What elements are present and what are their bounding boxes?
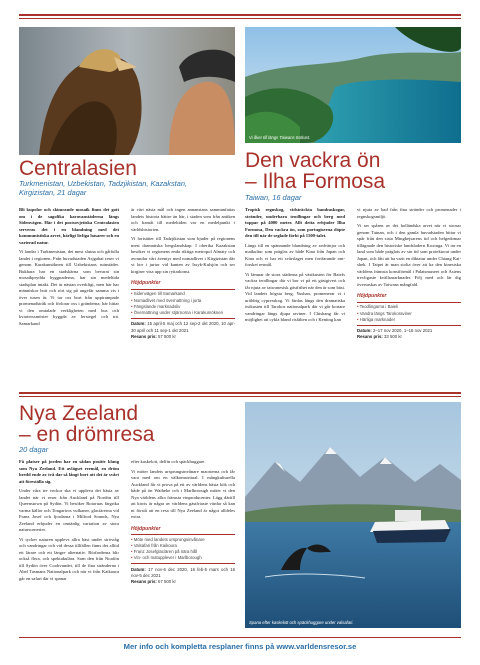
highlight-item: • Franz Josefglaciären på nära håll <box>131 549 235 555</box>
column-taiwan-1 <box>245 207 345 327</box>
trip-dates: Datum: 2–17 nov 2020, 1–16 nov 2021 <box>357 328 433 334</box>
footer-rule <box>19 637 461 638</box>
column-taiwan-2 <box>357 207 461 341</box>
section-title-nya-zeeland <box>19 403 154 446</box>
column-nz-1 <box>19 459 119 585</box>
title-line: Den vackra ön <box>245 149 381 172</box>
highlight-item: • Nomadlivet med övernattning i jurta <box>131 298 235 304</box>
trip-dates: Datum: 17 nov-6 dec 2020, 16 feb-5 mars och 16 nov-5 dec 2021 <box>131 566 235 579</box>
highlight-item: • Valsafari från Kaikoura <box>131 543 235 549</box>
highlights-divider <box>131 534 235 535</box>
body-paragraph: Vi möter landets ursprungsinvånare maorierna och får vara med om en välkomstritual. I mångkulturella Auckland får vi prova på ett av världens bästa kök och både på ön Waiheke och i Marlborough möter vi den Nya världens allra främsta vinproducenter. Lägg därtill att kiwis är några av världens gästfriaste värdar så kan ni förstå att en resa till Nya Zeeland är något alldeles extra. <box>131 468 235 520</box>
photo-whale-watching <box>245 402 461 628</box>
trip-price: Resans pris: 67 500 kr <box>131 579 176 585</box>
title-line: – en drömresa <box>19 423 155 447</box>
highlights-divider <box>131 289 235 290</box>
highlight-item: • Fängslande marknadsliv <box>131 304 235 310</box>
title-line: Nya Zeeland <box>19 402 139 425</box>
highlights-title: Höjdpunkter <box>131 280 161 287</box>
lead-paragraph: Få platser på jorden har en sådan positiv klang som Nya Zeeland. Ett avlägset reemål, en dröm bredd ende av två dar så långt bort att det är svårt att föreställa sig. <box>19 459 119 484</box>
column-centralasien-2 <box>131 207 235 340</box>
highlights-list <box>131 537 235 562</box>
highlight-item: • Möte med landets ursprungsinvånare <box>131 537 235 543</box>
top-rule-thin <box>19 18 461 19</box>
section-subtitle-taiwan: Taiwan, 16 dagar <box>245 193 302 202</box>
highlights-divider <box>357 302 461 303</box>
body-paragraph: Vi landar i Turkmenistan, det mest slutna och gåtfulla landet i regionen. Från huvudstaden Asjgabat reser vi genom Karakumöknen till Uzbekistans ruinstäder. Bukhara har en stadskärna som bevarat sin mosaikprydda byggnaderna, har sin medeltida stadsplan intakt. Det är nästan overkligt, men här har människor bott och rört sig på ungefär samma vis i över tusen år. Vi tar oss bort från upptrampade promenadstråk och förlorar oss i gränderna; här hittar vi den omtalade verkligheten med hus och kvarterssmöster byggda av lerstegel och trä. Samarkand <box>19 249 119 326</box>
trip-price: Resans pris: 57 500 kr <box>131 333 176 339</box>
highlights-title: Höjdpunkter <box>131 525 161 532</box>
title-line: – Ilha Formosa <box>245 170 386 194</box>
photo-whale-watching-image <box>245 402 461 628</box>
body-paragraph: Vi fortsätter till Tadzjikistan som bjuder på regionens mest dramatiska bergslandskap. I oberika Kazakstan besöker vi regionens enda riktiga metropol Almaty och avrundar vårt äventyr med nomadlivet i Kirgizistan där vi bor i jurtor vid kanten av Issyk-Kulsjön och ser kirgiser visa upp sin ryttarkonst. <box>131 236 235 274</box>
body-paragraph: Vi ser spåren av det holländska arvet när vi strosar genom Tainan, och i den gamla huvudstaden hittar vi spår från den sista Mingkejsarens tid och helgedomar tillägnade den historiske landsfadern Koxinga. Vi tar en land som både präglats av sin tid som protektorat under Japan, och fått att ha varit en diktatur under Chiang Kai-shek. I Taipei är man stolta över att ha den kinesiska världens främsta konstförmål i Palatsmuseet och Asiens trevligaste kvällsmarknader. Följ med och lär dig översaskas av Taiwans mångfald. <box>357 223 461 287</box>
lead-paragraph: Tropisk regnskog, vidsträckta bambuskogar, stränder, underbara teodlingar och berg med toppar på 4000 meter. Allt detta erbjuder Ilha Formosa, Den vackra ön, som portugiserna döpte den till när de seglade förbi på 1500-talet. <box>245 207 345 239</box>
highlight-item: • Härliga marknader <box>357 317 461 323</box>
photo-caption: Spana efter kaskelott och späckhuggare under valsafari. <box>249 620 354 625</box>
body-paragraph: Under våra tre veckor ska vi uppleva det bästa av landet när vi reser från Auckland på Nordön till Queenstown på Sydön. Vi besöker Rotoruas färgrika varma källor och Tongariros vulkaner, glaciärerna vid Franz Josef och fjordarna i Milford Sounds, Nya Zeeland erbjuder en omtänlig variation av stora naturscenerier. <box>19 488 119 533</box>
highlight-item: • Vandra längs Tarokoraviner <box>357 311 461 317</box>
highlight-item: • Vin- och matupplever i Marlborough <box>131 555 235 561</box>
photo-taiwan-coast <box>245 27 461 143</box>
body-paragraph: Vi lämnar de stora städerna på västkusten för Baiefs vackra teodlingar där vi bor vi på ett gästgiveri och får njuta av taiwanesisk gästfrihet när den är som bäst. Vid landets högsta berg, Yushan, promenerar vi i uråldrig cypresskog. Vi färdas längs den dramatiska östkusten till Tarokos nationalpark där vi går kortare vandringar längs djupa raviner. I Chishang får vi möjlighet att cykla bland risfälten och i Kenting kan <box>245 271 346 323</box>
photo-eagle-hunter <box>19 27 235 155</box>
highlights-title: Höjdpunkter <box>357 293 387 300</box>
highlights-divider <box>357 325 461 326</box>
section-title-taiwan <box>245 150 385 193</box>
body-paragraph: Längs till en spännande blandning av sedvänjor och matkultur som präglas av både Kina från Japan och Kina och vi har ett svårslaget men fortfarande ont-forsket resmål. <box>245 242 345 268</box>
section-subtitle-nya-zeeland: 20 dagar <box>19 445 49 454</box>
highlight-item: • Sidenvägen till Samarkand <box>131 291 235 297</box>
highlights-divider <box>131 318 235 319</box>
photo-eagle-hunter-image <box>19 27 235 155</box>
photo-taiwan-coast-image <box>245 27 461 143</box>
trip-dates: Datum: 15 april-5 maj och 12 sep-2 okt 2020, 10 apr-30 april och 11 sep-1 okt 2021 <box>131 321 235 333</box>
lead-paragraph: Bli kupolor och skimrande mosaik finns det gott om i de sagolika karavanstäderna längs Sidenvägen. Här i det postsovjetiska Centralasien serveras det i en blandning med det kommunistiska arvet, härligt livliga basarer och en varierad natur. <box>19 207 120 245</box>
body-paragraph: efter kaskelott, delfin och späckhuggare. <box>131 459 206 464</box>
section-subtitle-centralasien: Turkmenistan, Uzbekistan, Tadzjikistan, Kazakstan, Kirgizistan, 21 dagar <box>19 179 188 197</box>
highlights-list <box>131 291 235 316</box>
column-nz-2 <box>131 459 235 585</box>
highlights-list <box>357 304 461 323</box>
body-paragraph: vi njuta av bad från fina stränder och promenader i regnskogsmiljö. <box>357 207 461 219</box>
section-title-centralasien: Centralasien <box>19 157 137 180</box>
highlight-item: • Teodlingarna i Baieli <box>357 304 461 310</box>
trip-price: Resans pris: 33 500 kr <box>357 334 402 340</box>
footer-link-text[interactable]: Mer info och kompletta resplaner finns på www.varldensresor.se <box>123 642 357 651</box>
highlights-divider <box>131 563 235 564</box>
body-paragraph: är värt nästa mål och ingen annanstans sammanfattas landets historia bättre än här, i staden som från antiken och framåt till medeltiden var en medelpunkt i världshistorien. <box>131 207 235 232</box>
highlight-item: • Övernattning under stjärnorna i Karakumöknen <box>131 310 235 316</box>
section-rule-thin <box>19 396 461 397</box>
body-paragraph: Vi tycker naturen upplevs allra bäst under strövtåg och vandringar och vid dessa tillfällen finns det alltid ett lärare och ett längre alternativ. Rörfarderna blir också flera, och spektakulära. Som den från Nordön till Sydön över Cookvundet, till de fina stränderna i Abel Tasmans Nationalpark och när vi från Kaikoura går en safari där vi spanar <box>19 536 119 581</box>
section-rule <box>19 392 461 394</box>
column-centralasien-1 <box>19 207 119 330</box>
top-rule <box>19 14 461 16</box>
photo-caption: Vi åker till längs Taiwans östkust. <box>249 135 311 140</box>
